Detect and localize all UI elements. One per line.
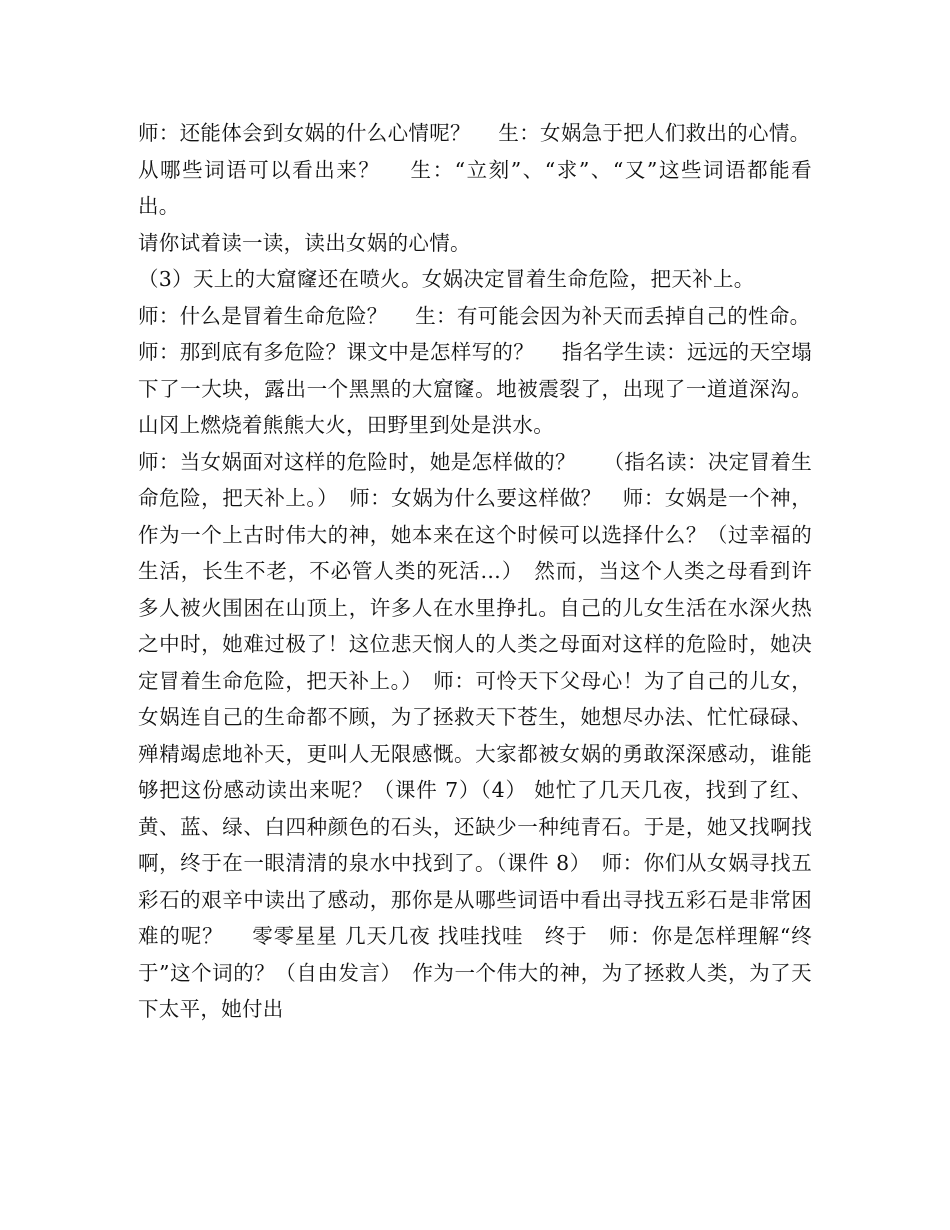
paragraph-7: 师：当女娲面对这样的危险时，她是怎样做的？ （指名读：决定冒着生命危险，把天补上。） 师：女娲为什么要这样做？ 师：女娲是一个神，作为一个上古时伟大的神，她本来在这个时候可以选择什么？（过幸福的生活，长生不老，不必管人类的死活…） 然而，当这个人类之母看到许多人被火围困在山顶上，许多人在水里挣扎。自己的儿女生活在水深火热之中时，她难过极了！这位悲天悯人的人类之母面对这样的危险时，她决定冒着生命危险，把天补上。） 师：可怜天下父母心！为了自己的儿女，女娲连自己的生命都不顾，为了拯救天下苍生，她想尽办法、忙忙碌碌、殚精竭虑地补天，更叫人无限感慨。大家都被女娲的勇敢深深感动，谁能够把这份感动读出来呢？（课件 7）（4） 她忙了几天几夜，找到了红、黄、蓝、绿、白四种颜色的石头，还缺少一种纯青石。于是，她又找啊找啊，终于在一眼清清的泉水中找到了。（课件 8） 师：你们从女娲寻找五彩石的艰辛中读出了感动，那你是从哪些词语中看出寻找五彩石是非常困难的呢？ 零零星星 几天几夜 找哇找哇 终于 师：你是怎样理解“终于”这个词的？（自由发言） 作为一个伟大的神，为了拯救人类，为了天下太平，她付出 <box>138 449 812 1021</box>
paragraph-1: 师：还能体会到女娲的什么心情呢？ 生：女娲急于把人们救出的心情。 <box>138 121 811 145</box>
paragraph-6: 师：那到底有多危险？课文中是怎样写的？ 指名学生读：远远的天空塌下了一大块，露出一个黑黑的大窟窿。地被震裂了，出现了一道道深沟。山冈上燃烧着熊熊大火，田野里到处是洪水。 <box>138 340 812 437</box>
paragraph-3: 请你试着读一读，读出女娲的心情。 <box>138 230 471 255</box>
paragraph-4: （3）天上的大窟窿还在喷火。女娲决定冒着生命危险，把天补上。 <box>138 267 755 291</box>
paragraph-2: 从哪些词语可以看出来？ 生：“立刻”、“求”、“又”这些词语都能看出。 <box>138 157 812 218</box>
paragraph-5: 师：什么是冒着生命危险？ 生：有可能会因为补天而丢掉自己的性命。 <box>138 303 811 328</box>
document-body <box>138 115 812 1028</box>
